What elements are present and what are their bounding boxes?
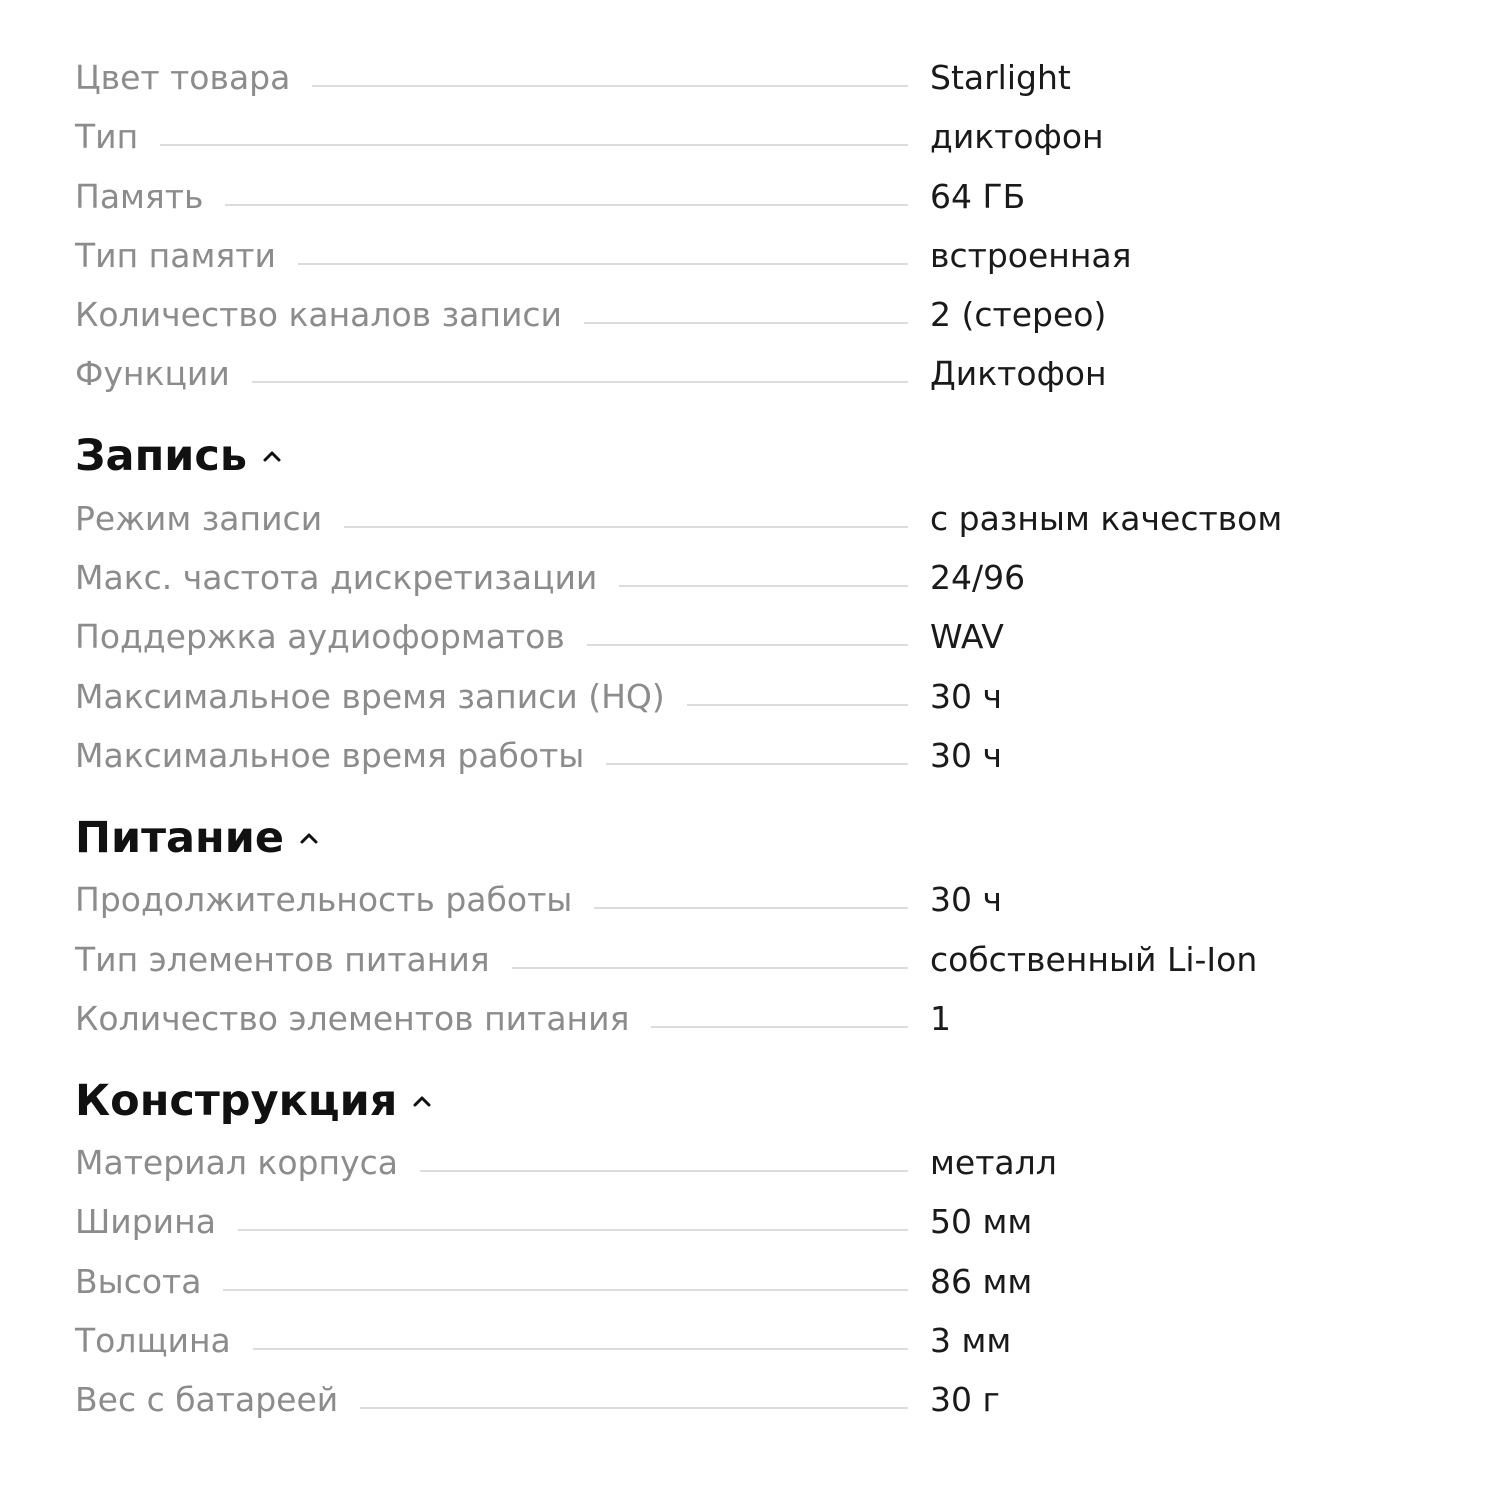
dotted-leader	[312, 85, 908, 87]
dotted-leader	[594, 907, 908, 909]
spec-value: металл	[930, 1143, 1057, 1183]
spec-value: 3 мм	[930, 1321, 1012, 1361]
spec-label: Толщина	[75, 1321, 231, 1361]
specifications-list	[75, 58, 1425, 1440]
spec-value: 2 (стерео)	[930, 295, 1107, 335]
spec-value: с разным качеством	[930, 498, 1283, 538]
section-header-power[interactable]	[75, 795, 1425, 880]
spec-value: 24/96	[930, 558, 1026, 598]
dotted-leader	[512, 967, 908, 969]
spec-row-thickness	[75, 1321, 1425, 1380]
spec-value: 1	[930, 998, 951, 1038]
dotted-leader	[238, 1229, 908, 1231]
dotted-leader	[360, 1407, 908, 1409]
spec-value: 64 ГБ	[930, 176, 1026, 216]
spec-row-max-recording-time	[75, 677, 1425, 736]
chevron-up-icon[interactable]	[296, 825, 322, 851]
spec-row-weight	[75, 1380, 1425, 1439]
spec-value: 30 ч	[930, 676, 1002, 716]
dotted-leader	[584, 322, 908, 324]
spec-label: Поддержка аудиоформатов	[75, 617, 565, 657]
spec-row-sample-rate	[75, 558, 1425, 617]
spec-row-memory-type	[75, 236, 1425, 295]
spec-label: Цвет товара	[75, 58, 291, 97]
chevron-up-icon[interactable]	[409, 1088, 435, 1114]
spec-value: Диктофон	[930, 354, 1107, 394]
spec-label: Продолжительность работы	[75, 880, 573, 920]
spec-row-functions	[75, 354, 1425, 413]
dotted-leader	[606, 763, 908, 765]
spec-value: встроенная	[930, 235, 1132, 275]
dotted-leader	[298, 263, 908, 265]
spec-row-body-material	[75, 1143, 1425, 1202]
spec-value: собственный Li-Ion	[930, 939, 1258, 979]
section-title: Конструкция	[75, 1075, 398, 1126]
spec-label: Режим записи	[75, 498, 323, 538]
spec-row-width	[75, 1202, 1425, 1261]
spec-label: Вес с батареей	[75, 1380, 339, 1420]
spec-row-recording-mode	[75, 499, 1425, 558]
spec-label: Тип	[75, 117, 139, 157]
chevron-up-icon[interactable]	[259, 443, 285, 469]
spec-row-max-operating-time	[75, 736, 1425, 795]
spec-label: Количество элементов питания	[75, 998, 630, 1038]
spec-row-color	[75, 58, 1425, 117]
spec-label: Память	[75, 176, 204, 216]
spec-label: Ширина	[75, 1202, 216, 1242]
spec-label: Тип элементов питания	[75, 939, 490, 979]
spec-value: диктофон	[930, 117, 1104, 157]
dotted-leader	[344, 526, 908, 528]
spec-row-battery-count	[75, 999, 1425, 1058]
dotted-leader	[225, 204, 908, 206]
spec-label: Функции	[75, 354, 230, 394]
spec-row-battery-type	[75, 940, 1425, 999]
spec-row-height	[75, 1262, 1425, 1321]
spec-label: Количество каналов записи	[75, 295, 563, 335]
spec-row-audio-formats	[75, 617, 1425, 676]
dotted-leader	[587, 644, 908, 646]
spec-label: Максимальное время записи (HQ)	[75, 676, 665, 716]
spec-label: Материал корпуса	[75, 1143, 398, 1183]
spec-value: WAV	[930, 617, 1004, 657]
spec-label: Тип памяти	[75, 235, 276, 275]
spec-label: Максимальное время работы	[75, 735, 585, 775]
section-title: Питание	[75, 812, 285, 863]
section-title: Запись	[75, 431, 248, 482]
dotted-leader	[223, 1289, 908, 1291]
dotted-leader	[619, 585, 908, 587]
spec-value: 50 мм	[930, 1202, 1033, 1242]
spec-value: 30 ч	[930, 880, 1002, 920]
section-header-construction[interactable]	[75, 1058, 1425, 1143]
dotted-leader	[420, 1170, 908, 1172]
spec-value: 30 ч	[930, 735, 1002, 775]
spec-row-memory	[75, 177, 1425, 236]
dotted-leader	[687, 704, 908, 706]
spec-row-type	[75, 117, 1425, 176]
dotted-leader	[252, 381, 908, 383]
spec-value: 30 г	[930, 1380, 1000, 1420]
spec-label: Макс. частота дискретизации	[75, 558, 598, 598]
section-header-recording[interactable]	[75, 414, 1425, 499]
spec-value: Starlight	[930, 58, 1071, 97]
dotted-leader	[253, 1348, 908, 1350]
spec-value: 86 мм	[930, 1261, 1033, 1301]
spec-row-battery-life	[75, 880, 1425, 939]
spec-label: Высота	[75, 1261, 202, 1301]
dotted-leader	[651, 1026, 908, 1028]
dotted-leader	[160, 144, 908, 146]
spec-row-channels	[75, 295, 1425, 354]
